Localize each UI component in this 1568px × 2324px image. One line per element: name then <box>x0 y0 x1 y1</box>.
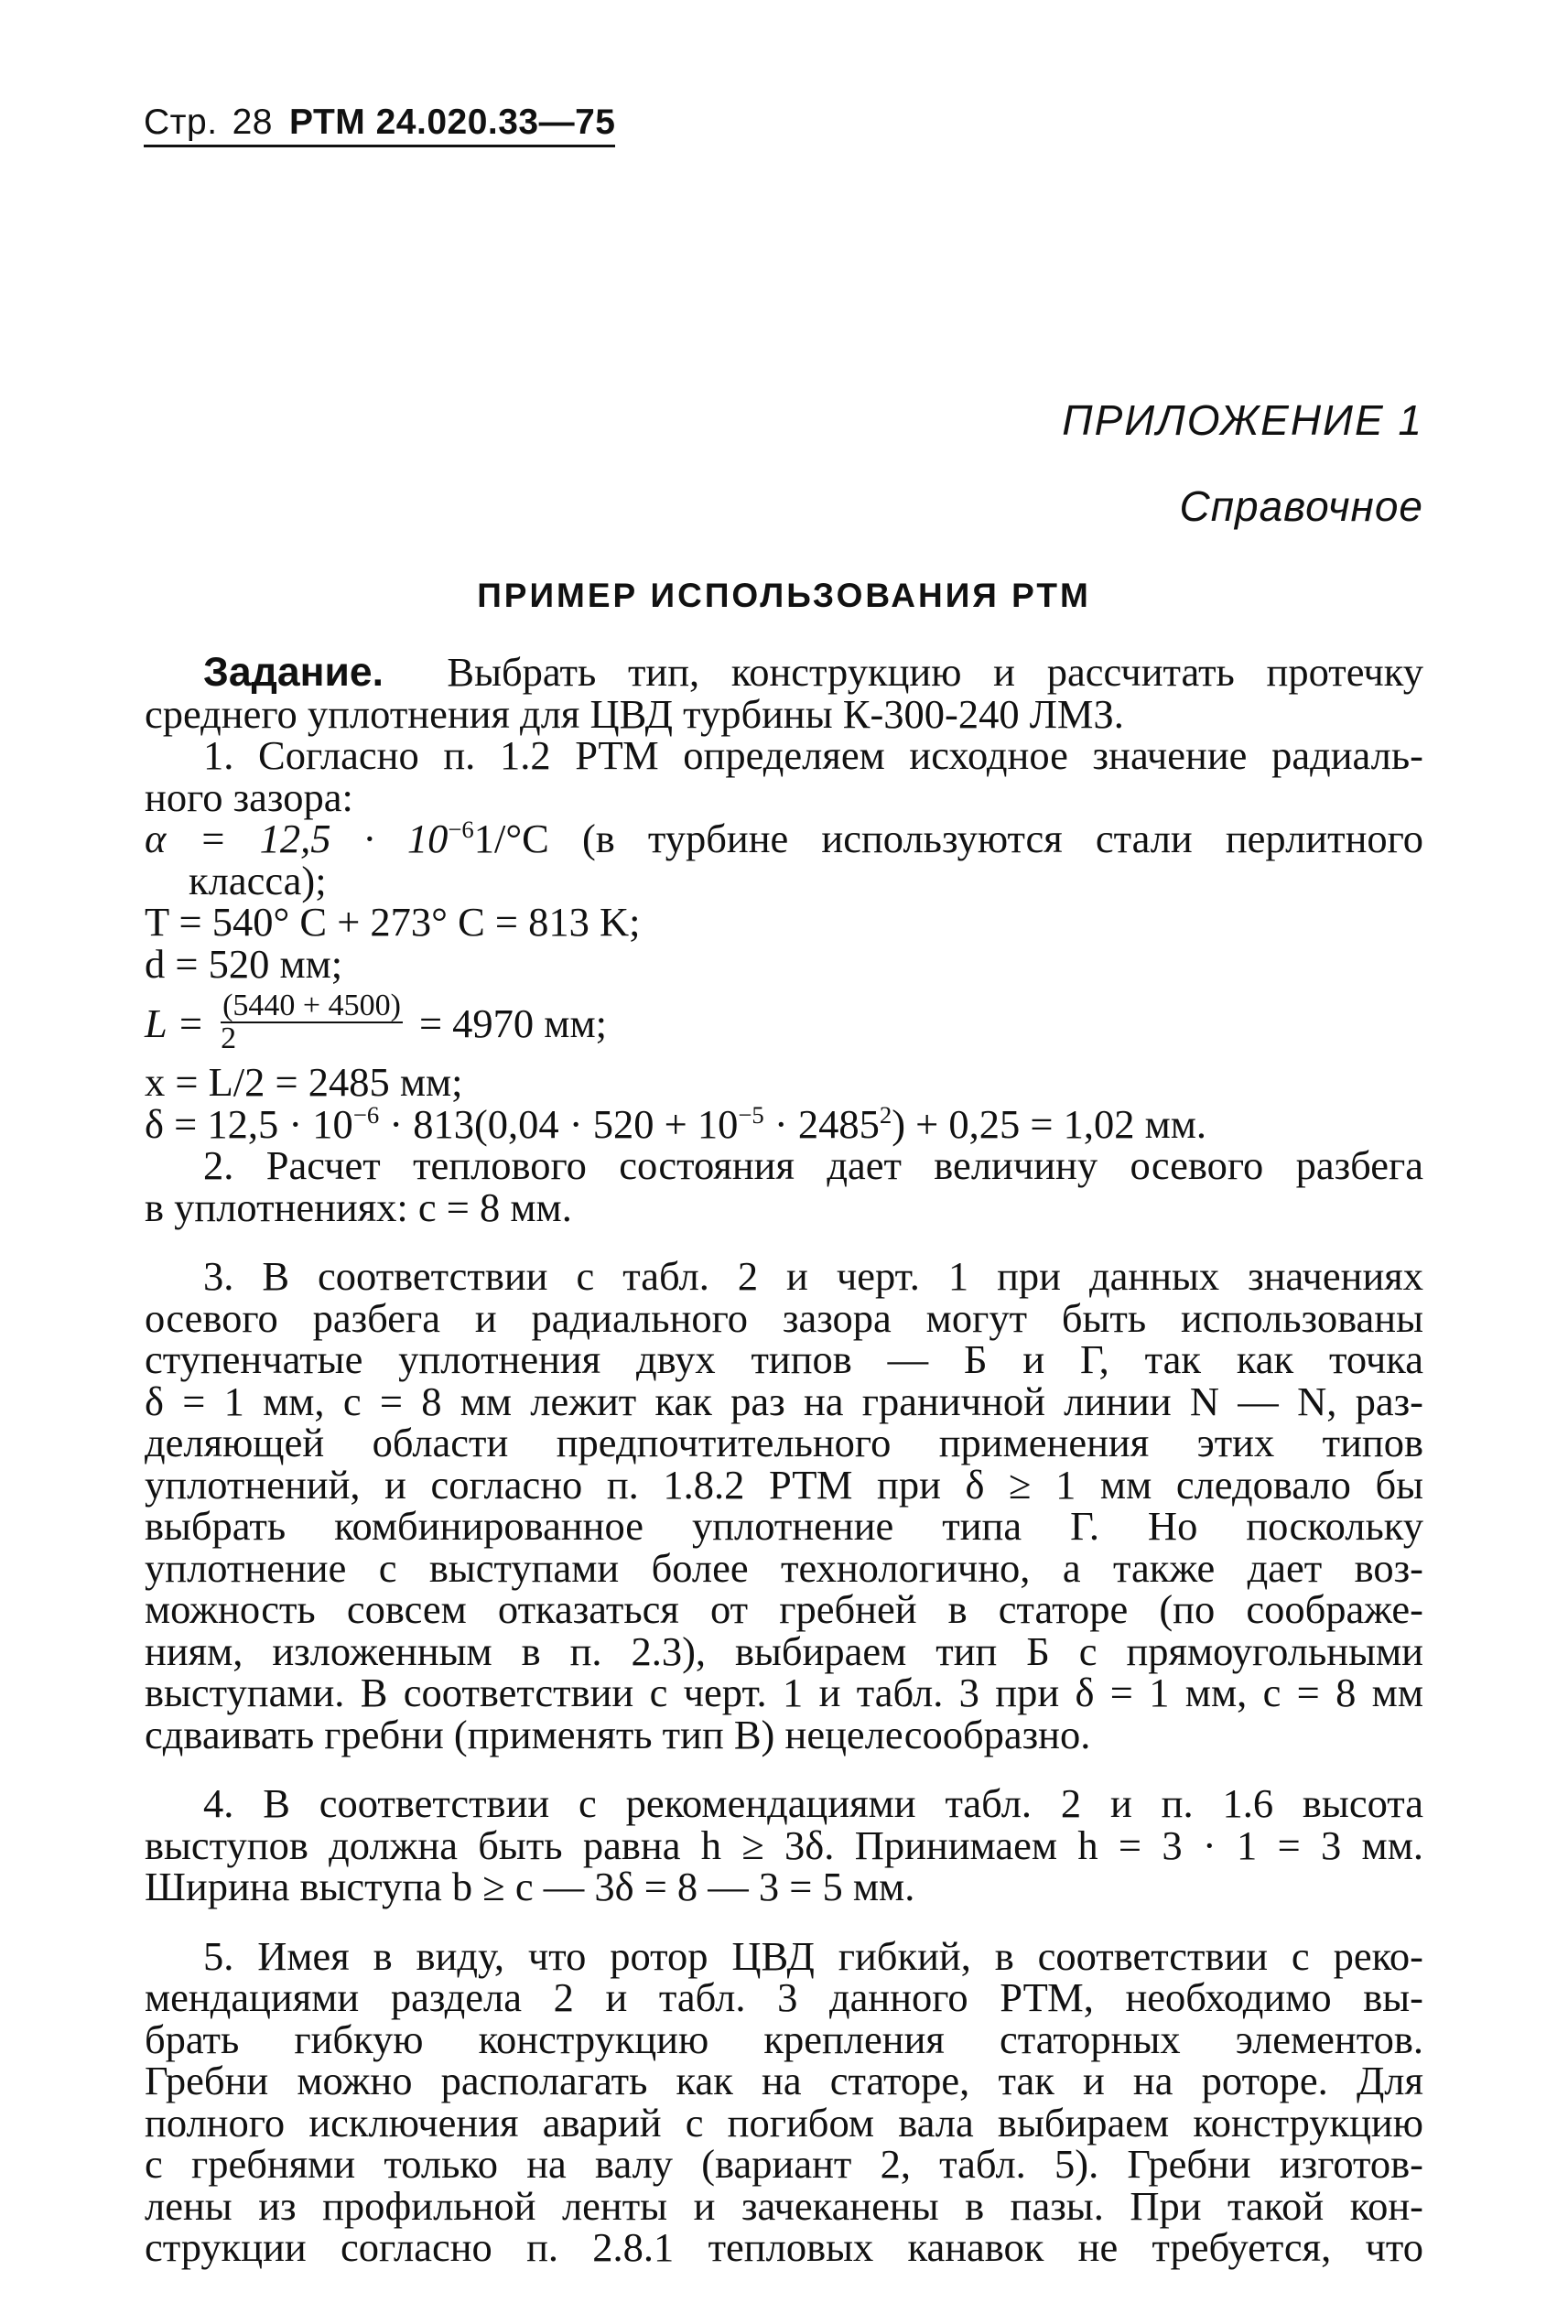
text-line: ступенчатые уплотнения двух типов — Б и Г, так как точка <box>145 1336 1423 1382</box>
text-line: класса); <box>189 857 327 903</box>
text-line: с гребнями только на валу (вариант 2, табл. 5). Гребни изготов- <box>145 2141 1423 2187</box>
reference-label: Справочное <box>1179 482 1423 530</box>
text-line: δ = 1 мм, c = 8 мм лежит как раз на граничной линии N — N, раз- <box>145 1378 1423 1424</box>
formula-x: x = L/2 = 2485 мм; <box>145 1059 463 1105</box>
text-line: 2. Расчет теплового состояния дает величину осевого разбега <box>203 1142 1423 1188</box>
text-line: 5. Имея в виду, что ротор ЦВД гибкий, в соответствии с реко- <box>203 1932 1423 1979</box>
text-line: сдваивать гребни (применять тип В) нецелесообразно. <box>145 1711 1091 1757</box>
text-line: Гребни можно располагать как на статоре, так и на роторе. Для <box>145 2058 1423 2103</box>
text-line: уплотнение с выступами более технологично, а также дает воз- <box>145 1544 1423 1591</box>
text-line: можность совсем отказаться от гребней в статоре (по соображе- <box>145 1586 1423 1632</box>
text-line: Ширина выступа b ≥ c — 3δ = 8 — 3 = 5 мм. <box>145 1864 915 1909</box>
appendix-label: ПРИЛОЖЕНИЕ 1 <box>1062 396 1423 444</box>
text-line: в уплотнениях: c = 8 мм. <box>145 1184 572 1230</box>
fraction: $\frac{(5440 + 4500)}{2}$ <box>221 988 401 1055</box>
formula-delta: $\delta = 12,5 \cdot 10^{-6} \cdot 813(0,04 \cdot 520 + 10^{-5} \cdot 2485^2) + 0,25 = 1,02$ мм. <box>145 1100 1207 1147</box>
text-line: уплотнений, и согласно п. 1.8.2 РТМ при δ ≥ 1 мм следовало бы <box>145 1461 1423 1508</box>
text-line: ного зазора: <box>145 773 353 820</box>
document-code: РТМ 24.020.33—75 <box>288 103 616 142</box>
text-line: струкции согласно п. 2.8.1 тепловых канавок не требуется, что <box>145 2224 1423 2270</box>
task-label: Задание. <box>203 650 384 695</box>
text-line: мендациями раздела 2 и табл. 3 данного РТМ, необходимо вы- <box>145 1974 1423 2020</box>
text-line: среднего уплотнения для ЦВД турбины К-300-240 ЛМЗ. <box>145 690 1124 737</box>
text-line: выступами. В соответствии с черт. 1 и табл. 3 при δ = 1 мм, c = 8 мм <box>145 1670 1423 1715</box>
formula-alpha: $\alpha = 12,5 \cdot 10^{-6}1/^\circ C$ (в турбине используются стали перлитного <box>145 816 1424 861</box>
text-line: выступов должна быть равна h ≥ 3δ. Принимаем h = 3 · 1 = 3 мм. <box>145 1821 1423 1868</box>
text-line: выбрать комбинированное уплотнение типа Г. Но поскольку <box>145 1503 1423 1549</box>
text-line: деляющей области предпочтительного применения этих типов <box>145 1420 1423 1465</box>
formula-length: L = $\frac{(5440 + 4500)}{2}$ = 4970 мм; <box>145 988 607 1055</box>
text-line: полного исключения аварий с погибом вала выбираем конструкцию <box>145 2099 1423 2146</box>
text-line: брать гибкую конструкцию крепления статорных элементов. <box>145 2016 1423 2062</box>
formula-diameter: d = 520 мм; <box>145 940 343 987</box>
text-line: лены из профильной ленты и зачеканены в пазы. При такой кон- <box>145 2182 1423 2229</box>
formula-temperature: T = 540° C + 273° C = 813 K; <box>145 899 641 945</box>
text-line: 3. В соответствии с табл. 2 и черт. 1 при данных значениях <box>203 1253 1423 1299</box>
text-line: 4. В соответствии с рекомендациями табл. 2 и п. 1.6 высота <box>203 1780 1423 1826</box>
page-number: 28 <box>232 103 273 142</box>
page-label: Стр. <box>144 103 218 142</box>
text-line: осевого разбега и радиального зазора могут быть использованы <box>145 1294 1423 1341</box>
text-line: ниям, изложенным в п. 2.3), выбираем тип Б с прямоугольными <box>145 1627 1423 1674</box>
task-line: Задание. Выбрать тип, конструкцию и рассчитать протечку <box>203 649 1423 695</box>
section-title: ПРИМЕР ИСПОЛЬЗОВАНИЯ РТМ <box>477 577 1091 614</box>
body-text <box>145 649 1424 2270</box>
running-header <box>144 103 615 147</box>
text-line: 1. Согласно п. 1.2 РТМ определяем исходное значение радиаль- <box>203 732 1423 778</box>
